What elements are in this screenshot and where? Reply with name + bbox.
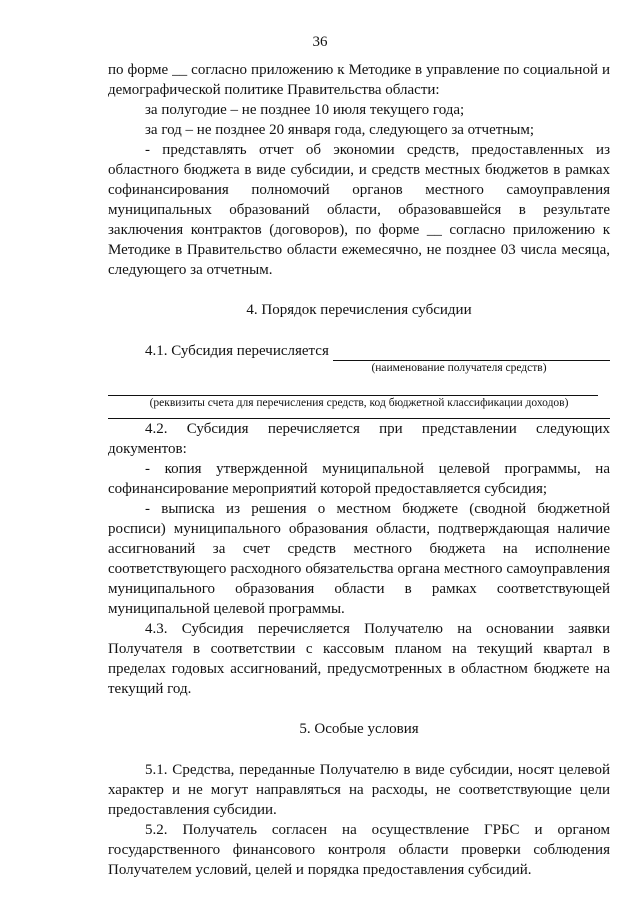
requisites-caption: (реквизиты счета для перечисления средств, код бюджетной классификации доходов) [149,397,569,409]
paragraph-4-2: 4.2. Субсидия перечисляется при представлении следующих документов: [108,421,610,457]
paragraph-4-3: 4.3. Субсидия перечисляется Получателю на основании заявки Получателя в соответствии с кассовым планом на текущий квартал в пределах годовых ассигнований, предусмотренных в областном бюджете на текущий год. [108,621,610,697]
requisites-second-line [108,410,610,419]
paragraph-4-1: 4.1. Субсидия перечисляется [145,343,329,359]
paragraph-4-2-a: - копия утвержденной муниципальной целевой программы, на софинансирование мероприятий которой предоставляется субсидия; [108,461,610,497]
paragraph-5-1: 5.1. Средства, переданные Получателю в виде субсидии, носят целевой характер и не могут направляться на расходы, не соответствующие цели предоставления субсидии. [108,762,610,818]
recipient-line [108,341,610,361]
paragraph-savings-report: - представлять отчет об экономии средств, предоставленных из областного бюджета в виде субсидии, и средств местных бюджетов в рамках софинансирования полномочий органов местного самоуправления муниципальных образований области, образовавшейся в результате заключения контрактов (договоров), по форме __ согласно приложению к Методике в Правительство области ежемесячно, не позднее 03 числа месяца, следующего за отчетным. [108,142,610,278]
paragraph-intro: по форме __ согласно приложению к Методике в управление по социальной и демографической политике Правительства области: [108,62,610,98]
recipient-blank-line [333,344,610,361]
section-4-heading: 4. Порядок перечисления субсидии [246,302,472,318]
paragraph-5-2: 5.2. Получатель согласен на осуществление ГРБС и органом государственного финансового контроля области проверки соблюдения Получателем условий, целей и порядка предоставления субсидий. [108,822,610,878]
recipient-caption: (наименование получателя средств) [371,362,547,374]
paragraph-year: за год – не позднее 20 января года, следующего за отчетным; [145,122,535,138]
document-body [108,60,610,880]
paragraph-4-2-b: - выписка из решения о местном бюджете (сводной бюджетной росписи) муниципального образования области, подтверждающая наличие ассигнований за счет средств местного бюджета на исполнение соответствующего расходного обязательства органа местного самоуправления муниципального образования области в рамках соответствующей муниципальной целевой программы. [108,501,610,617]
section-5-heading: 5. Особые условия [299,721,419,737]
paragraph-half-year: за полугодие – не позднее 10 июля текущего года; [145,102,465,118]
requisites-blank-line [108,381,598,396]
page-number: 36 [312,34,328,50]
